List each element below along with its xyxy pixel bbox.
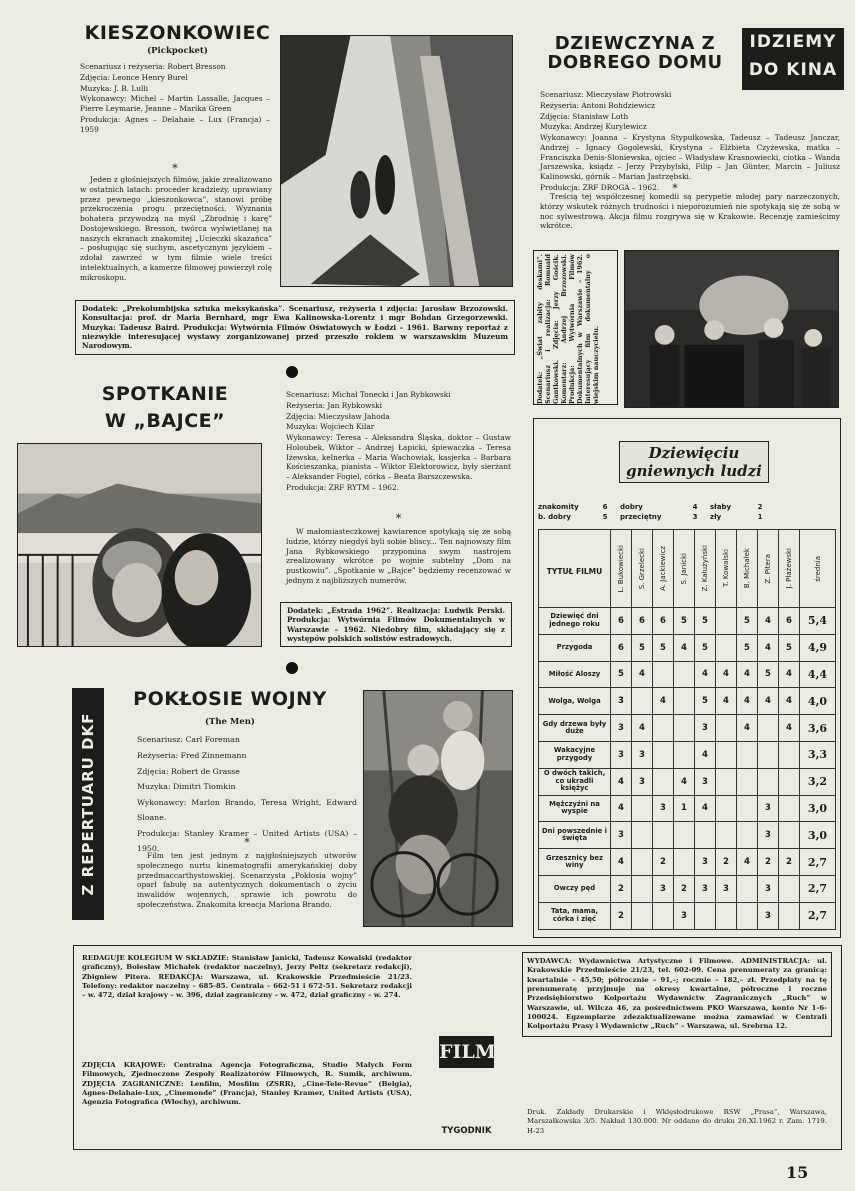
film-title-cell: O dwóch takich, co ukradli księżyc (539, 768, 611, 795)
score-cell: 4 (737, 661, 758, 688)
tygodnik-label: TYGODNIK (441, 1126, 492, 1136)
score-cell (632, 902, 653, 929)
score-cell: 4 (716, 661, 737, 688)
score-cell (632, 849, 653, 876)
score-cell (779, 822, 800, 849)
score-cell (779, 768, 800, 795)
credit-line: Reżyseria: Antoni Bohdziewicz (540, 100, 656, 110)
idziemy-do-kina-badge (742, 28, 844, 90)
legend-label: słaby (710, 503, 732, 511)
dziewczyna-title: DZIEWCZYNA Z DOBREGO DOMU (547, 33, 723, 73)
page-number: 15 (786, 1163, 809, 1182)
score-cell: 3 (758, 822, 779, 849)
ratings-title-line-1: Dziewięciu (648, 444, 740, 462)
score-cell: 5 (674, 608, 695, 635)
legend-value: 3 (692, 513, 698, 521)
film-title-cell: Miłość Aloszy (539, 661, 611, 688)
score-cell: 4 (779, 661, 800, 688)
credit-line: Produkcja: ZRF DROGA – 1962. (540, 182, 660, 192)
score-cell (716, 768, 737, 795)
score-cell: 4 (758, 608, 779, 635)
dziewczyna-addendum: Dodatek: „Świat zabity deskami”. Scenariusz i realizacja: Romuald Gantkowski. Zdjęcia: Jerzy Gościk. Komentarz: Andrzej Brzozowski. Produkcja: Wytwórnia Filmów Dokumentalnych w Warszawie – 1962. Interesujący film dokumentalny o wiejskim nauczycielu. (536, 254, 600, 404)
score-cell: 4 (611, 849, 632, 876)
score-cell (716, 795, 737, 822)
z-repertuaru-dkf-banner (72, 688, 104, 920)
score-cell: 5 (779, 634, 800, 661)
score-cell: 4 (695, 795, 716, 822)
kieszonkowiec-star: * (172, 162, 178, 175)
score-cell: 6 (611, 608, 632, 635)
bullet-dot (286, 662, 298, 674)
critic-column-header (674, 530, 695, 608)
score-cell (674, 661, 695, 688)
score-cell (653, 902, 674, 929)
score-cell: 2 (653, 849, 674, 876)
spotkanie-title-line-1: SPOTKANIE (101, 383, 229, 405)
score-cell: 3 (611, 822, 632, 849)
average-cell: 2,7 (800, 849, 836, 876)
legend-label: b. dobry (538, 513, 571, 521)
credit-line: Wykonawcy: Marlon Brando, Teresa Wright, Edward Sloane. (137, 798, 357, 823)
critic-column-header (737, 530, 758, 608)
score-cell: 6 (611, 634, 632, 661)
score-cell: 4 (632, 715, 653, 742)
credit-line: Zdjęcia: Leonce Henry Burel (80, 72, 188, 82)
score-cell (737, 795, 758, 822)
score-cell: 4 (653, 688, 674, 715)
score-cell (758, 715, 779, 742)
legend-label: przeciętny (620, 513, 662, 521)
dziewczyna-addendum-box (533, 250, 618, 405)
score-cell (758, 768, 779, 795)
ratings-legend (538, 503, 838, 521)
score-cell: 4 (758, 634, 779, 661)
average-column-header (800, 530, 836, 608)
critic-name: S. Janicki (680, 552, 688, 585)
score-cell: 4 (779, 688, 800, 715)
score-cell (716, 822, 737, 849)
score-cell: 3 (695, 875, 716, 902)
dziewczyna-body: Treścią tej współczesnej komedii są perypetie młodej pary narzeczonych, którzy wskutek różnych trudności i nieporozumień nie spotykają się ze sobą w noc sylwestrową. Akcja filmu rozgrywa się w Krakowie. Recenzję zamieścimy wkrótce. (540, 192, 840, 231)
score-cell: 4 (716, 688, 737, 715)
critic-name: S. Grzelecki (638, 547, 646, 590)
credit-line: Wykonawcy: Joanna – Krystyna Stypułkowska, Tadeusz – Tadeusz Janczar, Andrzej – Ignacy Gogolewski, Krystyna – Elżbieta Czyżewska, matka – Franciszka Denis-Słoniewska, ojciec – Władysław Krasnowiecki, ciotka – Wanda Jarszewska, ksiądz – Jerzy Przybylski, Filip – Jan Günter, Marcin – Juliusz Kalinowski, górnik – Marian Jastrzębski. (540, 133, 840, 182)
table-row (539, 608, 836, 635)
score-cell: 2 (611, 902, 632, 929)
score-cell (653, 768, 674, 795)
score-cell (737, 822, 758, 849)
spotkanie-photo (17, 443, 262, 647)
score-cell (716, 608, 737, 635)
table-row (539, 741, 836, 768)
film-title-cell: Dziewięć dni jednego roku (539, 608, 611, 635)
critic-name: B. Michałek (743, 548, 751, 589)
critic-column-header (653, 530, 674, 608)
critic-name: J. Płażewski (785, 548, 793, 589)
legend-value: 1 (757, 513, 763, 521)
score-cell (737, 768, 758, 795)
spotkanie-addendum: Dodatek: „Estrada 1962”. Realizacja: Ludwik Perski. Produkcja: Wytwórnia Filmów Dokumentalnych w Warszawie – 1962. Niedobry film, składający się z występów polskich solistów estradowych. (280, 602, 512, 647)
film-title-cell: Przygoda (539, 634, 611, 661)
legend-value: 4 (692, 503, 698, 511)
average-cell: 2,7 (800, 875, 836, 902)
score-cell: 3 (611, 741, 632, 768)
kieszonkowiec-subtitle: (Pickpocket) (147, 46, 208, 56)
film-title-cell: Mężczyźni na wyspie (539, 795, 611, 822)
score-cell: 3 (758, 795, 779, 822)
film-title-cell: Tata, mama, córka i zięć (539, 902, 611, 929)
score-cell: 3 (611, 715, 632, 742)
score-cell (653, 715, 674, 742)
score-cell: 4 (737, 715, 758, 742)
score-cell (674, 715, 695, 742)
poklosie-star: * (244, 836, 250, 849)
table-row (539, 661, 836, 688)
average-cell: 3,0 (800, 822, 836, 849)
score-cell (758, 741, 779, 768)
critic-column-header (758, 530, 779, 608)
kieszonkowiec-photo (280, 35, 513, 287)
table-row (539, 795, 836, 822)
banner-text: Z REPERTUARU DKF (79, 712, 97, 896)
score-cell: 4 (737, 849, 758, 876)
film-title-cell: Gdy drzewa były duże (539, 715, 611, 742)
critic-name: Z. Kałużyński (701, 545, 709, 592)
score-cell: 3 (653, 875, 674, 902)
credit-line: Produkcja: Agnes – Delahaie – Lux (Francja) – 1959 (80, 114, 270, 134)
credit-line: Scenariusz i reżyseria: Robert Bresson (80, 62, 226, 71)
score-cell: 3 (611, 688, 632, 715)
bullet-dot (286, 366, 298, 378)
score-cell: 3 (632, 741, 653, 768)
score-cell: 3 (758, 902, 779, 929)
score-cell (632, 688, 653, 715)
credit-line: Produkcja: Stanley Kramer – United Artists (USA) – 1950. (137, 828, 357, 853)
score-cell: 5 (758, 661, 779, 688)
badge-line-2: DO KINA (748, 60, 838, 80)
credit-line: Reżyseria: Fred Zinnemann (137, 750, 247, 760)
credit-line: Zdjęcia: Stanisław Loth (540, 111, 629, 121)
average-cell: 3,2 (800, 768, 836, 795)
critic-column-header (632, 530, 653, 608)
score-cell (716, 715, 737, 742)
score-cell: 5 (695, 688, 716, 715)
kieszonkowiec-body: Jeden z głośniejszych filmów, jakie zrealizowano w ostatnich latach: proceder kradzieży, uprawiany przez pewnego „kieszonkowca”, stanowi próbę przekroczenia progu przeciętności. Wyznania bohatera przywodzą na myśl „Zbrodnię i karę” Dostojewskiego. Bresson, twórca wyświetlanej na naszych ekranach znakomitej „Ucieczki skazańca” – posługując się suchym, ascetycznym językiem – zdołał zawrzeć w tym filmie wiele treści intelektualnych, a kamerze filmowej powierzył rolę mikroskopu. (80, 175, 272, 282)
score-cell: 2 (674, 875, 695, 902)
score-cell (632, 875, 653, 902)
score-cell: 4 (611, 768, 632, 795)
score-cell (695, 902, 716, 929)
score-cell: 3 (716, 875, 737, 902)
dziewczyna-star: * (672, 182, 678, 195)
critic-name: T. Kowalski (722, 549, 730, 588)
kieszonkowiec-credits (80, 62, 270, 135)
footer-wydawca: WYDAWCA: Wydawnictwa Artystyczne i Filmowe. ADMINISTRACJA: ul. Krakowskie Przedmieście 21/23, tel. 602-09. Cena prenumeraty za granicą: kwartalnie – 45,50; półrocznie – 91,–; rocznie – 182,– zł. Przedpłaty na tę prenumeratę przyjmuje na okresy kwartalne, półroczne i roczne Przedsiębiorstwo Kolportażu Wydawnictw Zagranicznych „Ruch” w Warszawie, ul. Wilcza 46, za pośrednictwem PKO Warszawa, konto Nr 1-6-100024. Egzemplarze zdezaktualizowane można zamawiać w Centrali Kolportażu Prasy i Wydawnictw „Ruch” – Warszawa, ul. Srebrna 12. (522, 952, 832, 1037)
table-row (539, 849, 836, 876)
footer-box (73, 945, 842, 1150)
score-cell: 3 (758, 875, 779, 902)
score-cell: 3 (695, 849, 716, 876)
film-logo: FILM (439, 1036, 494, 1068)
film-title-cell: Grzesznicy bez winy (539, 849, 611, 876)
score-cell (737, 902, 758, 929)
credit-line: Reżyseria: Jan Rybkowski (286, 400, 383, 410)
score-cell (632, 822, 653, 849)
film-title-cell: Wakacyjne przygody (539, 741, 611, 768)
poklosie-photo (363, 690, 513, 927)
ratings-table (538, 529, 836, 930)
score-cell: 3 (695, 715, 716, 742)
score-cell (716, 741, 737, 768)
table-row (539, 768, 836, 795)
score-cell: 4 (737, 688, 758, 715)
score-cell (653, 822, 674, 849)
score-cell: 4 (695, 661, 716, 688)
legend-label: znakomity (538, 503, 579, 511)
average-cell: 3,3 (800, 741, 836, 768)
legend-value: 2 (757, 503, 763, 511)
score-cell: 4 (611, 795, 632, 822)
dziewczyna-photo (624, 250, 839, 408)
credit-line: Zdjęcia: Mieczysław Jahoda (286, 411, 390, 421)
critic-column-header (779, 530, 800, 608)
dziewczyna-credits (540, 90, 840, 194)
score-cell (779, 902, 800, 929)
table-row (539, 822, 836, 849)
score-cell: 3 (632, 768, 653, 795)
score-cell (674, 849, 695, 876)
score-cell (653, 741, 674, 768)
score-cell: 3 (674, 902, 695, 929)
table-row (539, 688, 836, 715)
footer-zdjecia: ZDJĘCIA KRAJOWE: Centralna Agencja Fotograficzna, Studio Małych Form Filmowych, Zjednoczone Zespoły Realizatorów Filmowych, R. Sumik, archiwum. ZDJĘCIA ZAGRANICZNE: Lenfilm, Mosfilm (ZSRR), „Cine-Tele-Revue” (Belgia), Agnes-Delahaie-Lux, „Cinemonde” (Francja), Stanley Kramer, United Artists (USA), Agenzia Fotografica (Włochy), archiwum. (82, 1061, 412, 1107)
score-cell (716, 902, 737, 929)
credit-line: Muzyka: Andrzej Kurylewicz (540, 122, 647, 132)
critic-name: A. Jackiewicz (659, 546, 667, 591)
average-cell: 4,4 (800, 661, 836, 688)
score-cell (779, 875, 800, 902)
average-cell: 3,6 (800, 715, 836, 742)
credit-line: Scenariusz: Mieczysław Piotrowski (540, 90, 672, 99)
score-cell: 5 (737, 634, 758, 661)
legend-label: dobry (620, 503, 643, 511)
legend-label: zły (710, 513, 722, 521)
average-cell: 5,4 (800, 608, 836, 635)
critic-name: L. Bukowiecki (617, 544, 625, 593)
score-cell (653, 661, 674, 688)
score-cell: 2 (611, 875, 632, 902)
footer-druk: Druk. Zakłady Drukarskie i Wklęsłodrukowe RSW „Prasa”, Warszawa, Marszałkowska 3/5. Nakład 130.000. Nr oddano do druku 26.XI.1962 r. Zam. 1719. H-23 (527, 1108, 827, 1135)
title-column-header-label: TYTUŁ FILMU (546, 567, 603, 576)
badge-line-1: IDZIEMY (749, 32, 837, 52)
score-cell: 4 (758, 688, 779, 715)
film-title-cell: Wolga, Wolga (539, 688, 611, 715)
score-cell (779, 741, 800, 768)
score-cell: 6 (632, 608, 653, 635)
credit-line: Zdjęcia: Robert de Grasse (137, 766, 240, 776)
table-row (539, 715, 836, 742)
score-cell (737, 875, 758, 902)
average-cell: 4,0 (800, 688, 836, 715)
score-cell: 6 (779, 608, 800, 635)
title-column-header (539, 530, 611, 608)
credit-line: Scenariusz: Michał Tonecki i Jan Rybkowski (286, 390, 451, 399)
score-cell: 5 (611, 661, 632, 688)
credit-line: Muzyka: J. B. Lulli (80, 83, 149, 93)
spotkanie-star: * (395, 512, 402, 525)
legend-value: 6 (602, 503, 608, 511)
ratings-title-line-2: gniewnych ludzi (626, 462, 762, 480)
score-cell: 4 (695, 741, 716, 768)
score-cell: 3 (695, 768, 716, 795)
poklosie-subtitle: (The Men) (205, 717, 255, 727)
table-row (539, 875, 836, 902)
credit-line: Muzyka: Wojciech Kilar (286, 422, 375, 432)
credit-line: Muzyka: Dimitri Tiomkin (137, 782, 236, 792)
kieszonkowiec-addendum: Dodatek: „Prekolumbijska sztuka meksykańska”. Scenariusz, reżyseria i zdjęcia: Jarosław Brzozowski. Konsultacja: prof. dr Maria Bernhard, mgr Ewa Kalinowska-Lorentz i mgr Bohdan Grzegorzewski. Muzyka: Tadeusz Baird. Produkcja: Wytwórnia Filmów Oświatowych w Łodzi – 1961. Barwny reportaż z niezwykle interesującej wystawy zorganizowanej przed przeszło rokiem w warszawskim Muzeum Narodowym. (75, 300, 515, 355)
ratings-title (619, 441, 769, 483)
score-cell: 4 (674, 634, 695, 661)
score-cell: 5 (632, 634, 653, 661)
score-cell: 2 (779, 849, 800, 876)
average-cell: 2,7 (800, 902, 836, 929)
score-cell: 6 (653, 608, 674, 635)
credit-line: Scenariusz: Carl Foreman (137, 735, 240, 744)
critic-column-header (716, 530, 737, 608)
score-cell (779, 795, 800, 822)
score-cell: 4 (779, 715, 800, 742)
score-cell: 5 (695, 634, 716, 661)
footer-redakcja: REDAGUJE KOLEGIUM W SKŁADZIE: Stanisław Janicki, Tadeusz Kowalski (redaktor graficzny), Bolesław Michałek (redaktor naczelny), Jerzy Peltz (sekretarz redakcji), Zbigniew Pitera. REDAKCJA: Warszawa, ul. Krakowskie Przedmieście 21/23. Telefony: redaktor naczelny – 685-85. Centrala – 662-51 i 672-51. Sekretarz redakcji – w. 472, dział krajowy – w. 396, dział zagraniczny – w. 472, dział graficzny – w. 274. (82, 954, 412, 1000)
score-cell: 2 (758, 849, 779, 876)
score-cell (695, 822, 716, 849)
score-cell (674, 741, 695, 768)
spotkanie-title (90, 385, 240, 432)
spotkanie-credits (286, 390, 511, 494)
average-label: średnia (813, 555, 822, 582)
score-cell (632, 795, 653, 822)
critic-column-header (695, 530, 716, 608)
film-title-cell: Dni powszednie i święta (539, 822, 611, 849)
film-title-cell: Owczy pęd (539, 875, 611, 902)
credit-line: Wykonawcy: Michel – Martin Lassalle, Jacques – Pierre Leymarie, Jeanne – Marika Green (80, 94, 270, 114)
score-cell (674, 822, 695, 849)
score-cell: 5 (737, 608, 758, 635)
kieszonkowiec-title: KIESZONKOWIEC (84, 22, 271, 44)
poklosie-body: Film ten jest jednym z najgłośniejszych utworów społecznego nurtu kinematografii amerykańskiej doby przedmaccarthystowskiej. Scenarzysta „Pokłosia wojny” oparł fabułę na autentycznych dokumentach o życiu inwalidów wojennych, sprawie ich powrotu do społeczeństwa. Znakomita kreacja Marlona Brando. (137, 851, 357, 909)
spotkanie-body: W małomiasteczkowej kawiarence spotykają się ze sobą ludzie, którzy niegdyś byli sobie bliscy... Ten najnowszy film Jana Rybkowskiego przypomina swym nastrojem zrealizowany wkrótce po wojnie subtelny „Dom na pustkowiu”. „Spotkanie w „Bajce” będziemy recenzować w jednym z najbliższych numerów. (286, 527, 511, 585)
score-cell (716, 634, 737, 661)
ratings-panel (533, 418, 841, 938)
average-cell: 3,0 (800, 795, 836, 822)
score-cell (737, 741, 758, 768)
spotkanie-title-line-2: W „BAJCE” (104, 409, 226, 432)
poklosie-title: POKŁOSIE WOJNY (133, 688, 327, 710)
credit-line: Wykonawcy: Teresa – Aleksandra Śląska, doktor – Gustaw Holoubek, Wiktor – Andrzej Łapicki, śpiewaczka – Teresa Iżewska, kelnerka – Maria Wachowiak, kasjerka – Barbara Kościeszanka, pianista – Wiktor Elektorowicz, były sierżant – Aleksander Fogiel, córka – Beata Barszczewska. (286, 433, 511, 482)
critic-column-header (611, 530, 632, 608)
table-row (539, 902, 836, 929)
average-cell: 4,9 (800, 634, 836, 661)
score-cell: 2 (716, 849, 737, 876)
score-cell: 4 (674, 768, 695, 795)
score-cell: 4 (632, 661, 653, 688)
score-cell (674, 688, 695, 715)
credit-line: Produkcja: ZRF RYTM – 1962. (286, 482, 400, 492)
critic-name: Z. Pitera (764, 553, 772, 584)
score-cell: 5 (695, 608, 716, 635)
score-cell: 3 (653, 795, 674, 822)
score-cell: 1 (674, 795, 695, 822)
legend-value: 5 (602, 513, 608, 521)
score-cell: 5 (653, 634, 674, 661)
table-row (539, 634, 836, 661)
